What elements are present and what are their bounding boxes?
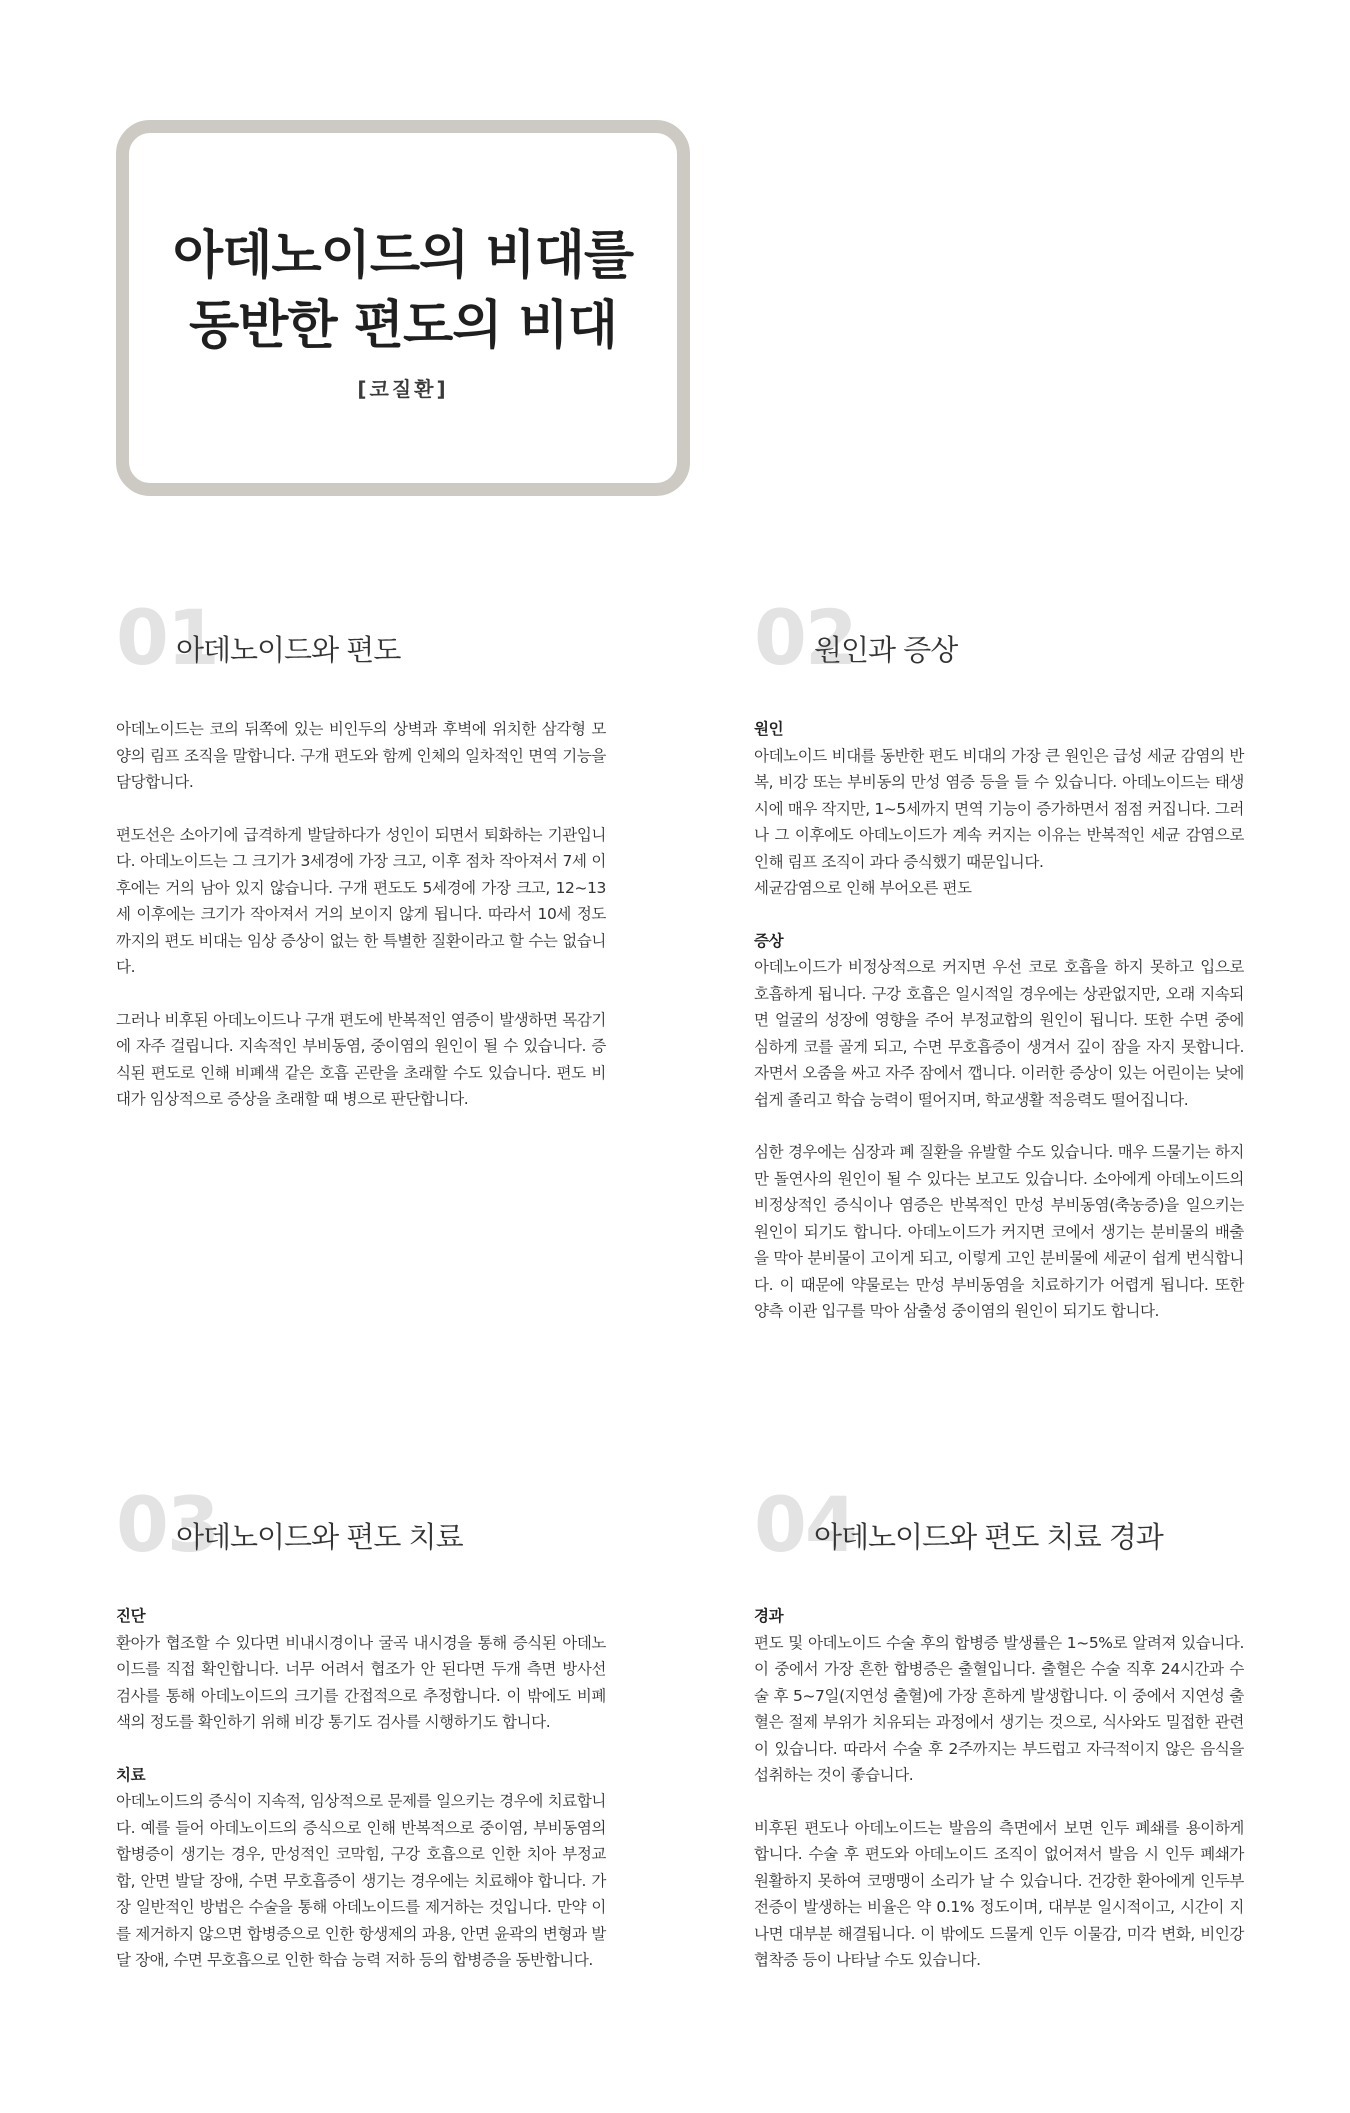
section-03 (116, 1480, 606, 2000)
subheading-cause: 원인 (754, 720, 784, 738)
paragraph: 그러나 비후된 아데노이드나 구개 편도에 반복적인 염증이 발생하면 목감기에 자주 걸립니다. 지속적인 부비동염, 중이염의 원인이 될 수 있습니다. 증식된 편도로 인해 비폐색 같은 호흡 곤란을 초래할 수도 있습니다. 편도 비대가 임상적으로 증상을 초래할 때 병으로 판단합니다. (116, 1010, 606, 1108)
image-caption: 세균감염으로 인해 부어오른 편도 (754, 879, 972, 897)
subheading-diagnosis: 진단 (116, 1607, 146, 1625)
section-heading: 아데노이드와 편도 치료 (176, 1520, 463, 1554)
section-body (754, 1603, 1244, 1974)
subheading-treatment: 치료 (116, 1765, 146, 1784)
section-header (116, 1480, 606, 1569)
section-heading: 아데노이드와 편도 치료 경과 (814, 1520, 1163, 1554)
section-number: 02 (754, 593, 856, 682)
page-title-line-2: 동반한 편도의 비대 (188, 296, 618, 356)
section-01 (116, 593, 606, 1139)
section-header (754, 1480, 1244, 1569)
category-label: [코질환] (357, 377, 449, 401)
title-box (116, 120, 690, 496)
page-title (129, 221, 677, 361)
section-number: 01 (116, 593, 218, 682)
paragraph: 비후된 편도나 아데노이드는 발음의 측면에서 보면 인두 폐쇄를 용이하게 합니다. 수술 후 편도와 아데노이드 조직이 없어져서 발음 시 인두 폐쇄가 원활하지 못하여 코맹맹이 소리가 날 수 있습니다. 건강한 환아에게 인두부전증이 발생하는 비율은 약 0.1% 정도이며, 대부분 일시적이고, 시간이 지나면 대부분 해결됩니다. 이 밖에도 드물게 인두 이물감, 미각 변화, 비인강 협착증 등이 나타날 수도 있습니다. (754, 1818, 1244, 1969)
section-header (754, 593, 1244, 682)
paragraph: 편도 및 아데노이드 수술 후의 합병증 발생률은 1~5%로 알려져 있습니다. 이 중에서 가장 흔한 합병증은 출혈입니다. 출혈은 수술 직후 24시간과 수술 후 5~7일(지연성 출혈)에 가장 흔하게 발생합니다. 이 중에서 지연성 출혈은 절제 부위가 치유되는 과정에서 생기는 것으로, 식사와도 밀접한 관련이 있습니다. 따라서 수술 후 2주까지는 부드럽고 자극적이지 않은 음식을 섭취하는 것이 좋습니다. (754, 1633, 1244, 1784)
subheading-course: 경과 (754, 1607, 784, 1625)
section-heading: 아데노이드와 편도 (176, 633, 401, 667)
section-body (116, 716, 606, 1113)
section-header (116, 593, 606, 682)
paragraph: 아데노이드가 비정상적으로 커지면 우선 코로 호흡을 하지 못하고 입으로 호흡하게 됩니다. 구강 호흡은 일시적일 경우에는 상관없지만, 오래 지속되면 얼굴의 성장에 영향을 주어 부정교합의 원인이 됩니다. 또한 수면 중에 심하게 코를 골게 되고, 수면 무호흡증이 생겨서 깊이 잠을 자지 못합니다. 자면서 오줌을 싸고 자주 잠에서 깹니다. 이러한 증상이 있는 어린이는 낮에 쉽게 졸리고 학습 능력이 떨어지며, 학교생활 적응력도 떨어집니다. (754, 958, 1244, 1109)
paragraph: 아데노이드 비대를 동반한 편도 비대의 가장 큰 원인은 급성 세균 감염의 반복, 비강 또는 부비동의 만성 염증 등을 들 수 있습니다. 아데노이드는 태생 시에 매우 작지만, 1~5세까지 면역 기능이 증가하면서 점점 커집니다. 그러나 그 이후에도 아데노이드가 계속 커지는 이유는 반복적인 세균 감염으로 인해 림프 조직이 과다 증식했기 때문입니다. (754, 746, 1244, 871)
paragraph: 아데노이드의 증식이 지속적, 임상적으로 문제를 일으키는 경우에 치료합니다. 예를 들어 아데노이드의 증식으로 인해 반복적으로 중이염, 부비동염의 합병증이 생기는 경우, 만성적인 코막힘, 구강 호흡으로 인한 치아 부정교합, 안면 발달 장애, 수면 무호흡증이 생기는 경우에는 치료해야 합니다. 가장 일반적인 방법은 수술을 통해 아데노이드를 제거하는 것입니다. 만약 이를 제거하지 않으면 합병증으로 인한 항생제의 과용, 안면 윤곽의 변형과 발달 장애, 수면 무호흡으로 인한 학습 능력 저하 등의 합병증을 동반합니다. (116, 1792, 606, 1969)
paragraph: 심한 경우에는 심장과 폐 질환을 유발할 수도 있습니다. 매우 드물기는 하지만 돌연사의 원인이 될 수 있다는 보고도 있습니다. 소아에게 아데노이드의 비정상적인 증식이나 염증은 반복적인 만성 부비동염(축농증)을 일으키는 원인이 되기도 합니다. 아데노이드가 커지면 코에서 생기는 분비물의 배출을 막아 분비물이 고이게 되고, 이렇게 고인 분비물에 세균이 쉽게 번식합니다. 이 때문에 약물로는 만성 부비동염을 치료하기가 어렵게 됩니다. 또한 양측 이관 입구를 막아 삼출성 중이염의 원인이 되기도 합니다. (754, 1143, 1244, 1320)
page-title-line-1: 아데노이드의 비대를 (172, 226, 634, 286)
section-number: 03 (116, 1480, 218, 1569)
paragraph: 환아가 협조할 수 있다면 비내시경이나 굴곡 내시경을 통해 증식된 아데노이드를 직접 확인합니다. 너무 어려서 협조가 안 된다면 두개 측면 방사선 검사를 통해 아데노이드의 크기를 간접적으로 추정합니다. 이 밖에도 비폐색의 정도를 확인하기 위해 비강 통기도 검사를 시행하기도 합니다. (116, 1633, 606, 1731)
section-number: 04 (754, 1480, 856, 1569)
paragraph: 편도선은 소아기에 급격하게 발달하다가 성인이 되면서 퇴화하는 기관입니다. 아데노이드는 그 크기가 3세경에 가장 크고, 이후 점차 작아져서 7세 이후에는 거의 남아 있지 않습니다. 구개 편도도 5세경에 가장 크고, 12~13세 이후에는 크기가 작아져서 거의 보이지 않게 됩니다. 따라서 10세 정도까지의 편도 비대는 임상 증상이 없는 한 특별한 질환이라고 할 수는 없습니다. (116, 825, 606, 976)
section-body (116, 1603, 606, 1974)
subheading-symptom: 증상 (754, 931, 784, 950)
section-04 (754, 1480, 1244, 2000)
section-heading: 원인과 증상 (814, 633, 958, 667)
paragraph: 아데노이드는 코의 뒤쪽에 있는 비인두의 상벽과 후벽에 위치한 삼각형 모양의 림프 조직을 말합니다. 구개 편도와 함께 인체의 일차적인 면역 기능을 담당합니다. (116, 720, 606, 791)
section-body (754, 716, 1244, 1325)
section-02 (754, 593, 1244, 1351)
